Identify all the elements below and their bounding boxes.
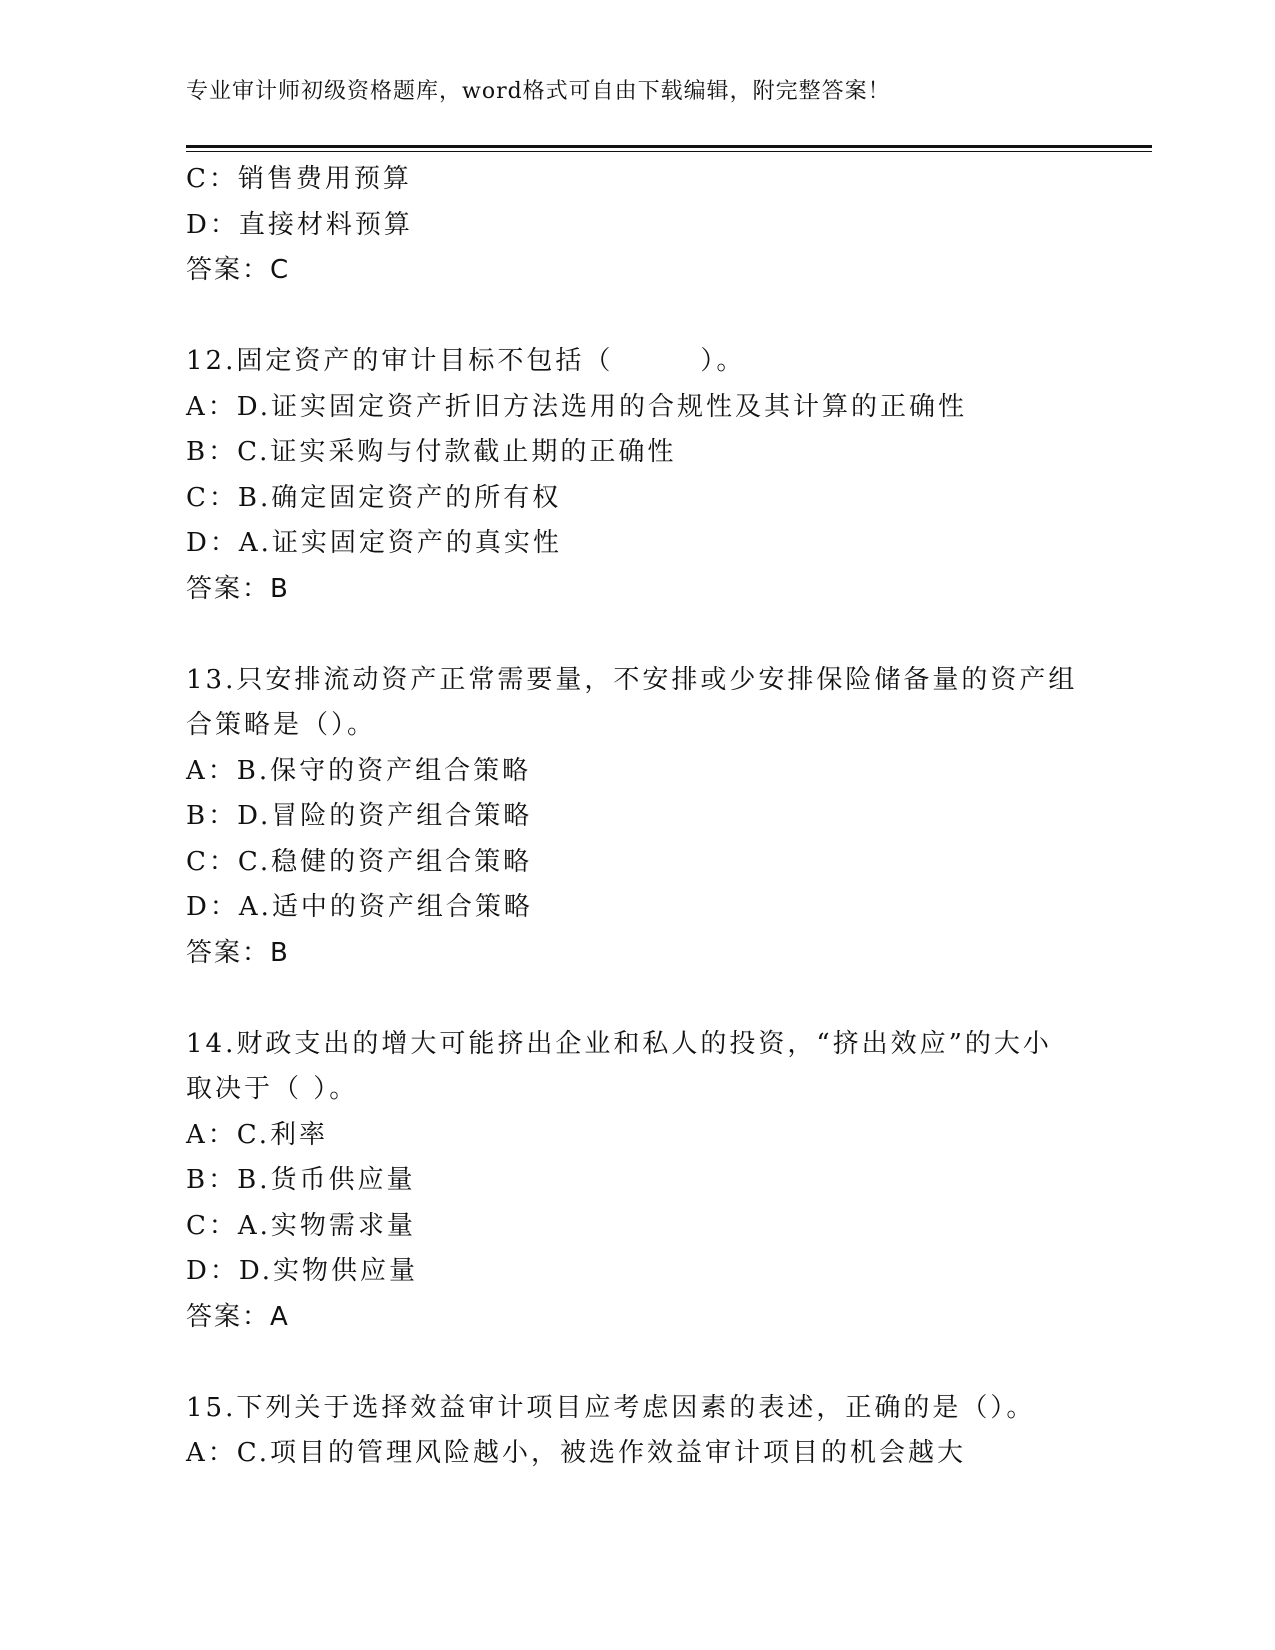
option-b: B：D.冒险的资产组合策略 xyxy=(186,801,533,831)
option-d: D：A.适中的资产组合策略 xyxy=(186,892,533,922)
question-12 xyxy=(186,339,1086,612)
answer-line: 答案：B xyxy=(186,573,290,604)
option-a: A：D.证实固定资产折旧方法选用的合规性及其计算的正确性 xyxy=(186,391,967,422)
option-c: C：销售费用预算 xyxy=(186,164,412,194)
question-stem: 15.下列关于选择效益审计项目应考虑因素的表述，正确的是（）。 xyxy=(186,1392,1036,1423)
option-b: B：B.货币供应量 xyxy=(186,1165,416,1195)
header-rule-thick xyxy=(186,145,1152,148)
question-stem: 14.财政支出的增大可能挤出企业和私人的投资，“挤出效应”的大小 xyxy=(186,1028,1052,1059)
option-a: A：C.利率 xyxy=(186,1119,329,1150)
spacer xyxy=(186,1340,1086,1386)
option-b: B：C.证实采购与付款截止期的正确性 xyxy=(186,437,677,467)
question-stem-continued: 取决于（ ）。 xyxy=(186,1074,359,1104)
option-a: A：B.保守的资产组合策略 xyxy=(186,755,532,786)
answer-line: 答案：B xyxy=(186,937,290,968)
question-fragment xyxy=(186,157,1086,294)
answer-line: 答案：A xyxy=(186,1301,290,1332)
option-c: C：A.实物需求量 xyxy=(186,1210,416,1241)
spacer xyxy=(186,976,1086,1022)
question-stem: 13.只安排流动资产正常需要量，不安排或少安排保险储备量的资产组 xyxy=(186,664,1078,695)
question-stem-continued: 合策略是（）。 xyxy=(186,710,377,740)
question-15 xyxy=(186,1386,1086,1477)
option-c: C：B.确定固定资产的所有权 xyxy=(186,482,562,513)
spacer xyxy=(186,294,1086,340)
question-14 xyxy=(186,1022,1086,1341)
page-header: 专业审计师初级资格题库，word格式可自由下载编辑，附完整答案！ xyxy=(186,79,891,104)
option-c: C：C.稳健的资产组合策略 xyxy=(186,846,533,877)
answer-line: 答案：C xyxy=(186,255,291,285)
spacer xyxy=(186,612,1086,658)
question-list xyxy=(186,157,1086,1477)
option-a: A：C.项目的管理风险越小，被选作效益审计项目的机会越大 xyxy=(186,1438,967,1468)
option-d: D：D.实物供应量 xyxy=(186,1256,419,1286)
question-stem: 12.固定资产的审计目标不包括（ ）。 xyxy=(186,346,746,376)
option-d: D：A.证实固定资产的真实性 xyxy=(186,528,562,558)
question-13 xyxy=(186,658,1086,977)
header-rule-thin xyxy=(186,151,1152,152)
option-d: D：直接材料预算 xyxy=(186,209,413,240)
